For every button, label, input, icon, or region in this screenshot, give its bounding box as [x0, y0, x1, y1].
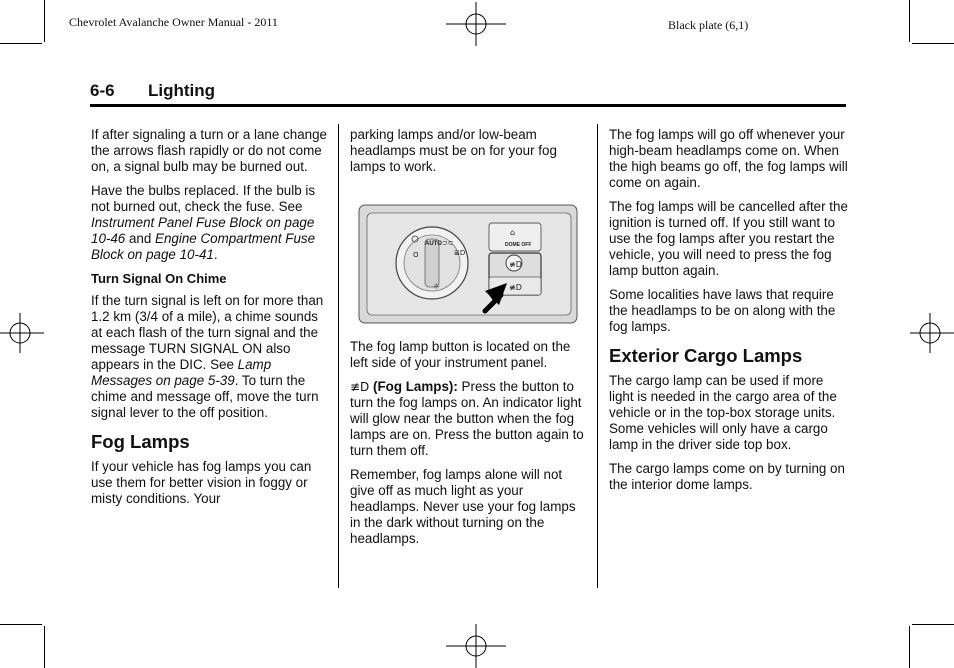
column-2-lower	[350, 339, 586, 555]
subheading: Turn Signal On Chime	[91, 271, 227, 286]
cross-reference: Instrument Panel Fuse Block on page 10-46	[91, 215, 315, 246]
column-2	[350, 127, 586, 183]
column-3	[609, 127, 849, 501]
text: .	[213, 247, 218, 262]
registration-mark	[910, 313, 954, 353]
parking-lamp-icon: ⊃⊂	[442, 239, 454, 247]
off-icon: O	[413, 251, 419, 259]
crop-mark	[909, 626, 910, 668]
paragraph: The cargo lamp can be used if more light is needed in the cargo area of the vehicle or in the top-box storage units. Some vehicles will only have a cargo lamp in the driver side top box.	[609, 373, 837, 452]
crop-mark	[44, 0, 45, 42]
control-label: (Fog Lamps):	[373, 379, 458, 394]
crop-mark	[909, 0, 910, 42]
text: If the turn signal is left on for more than 1.2 km (3/4 of a mile), a chime sounds at each flash of the turn signal and the message TURN SIGNAL ON also appears in the DIC. See	[91, 293, 324, 372]
registration-mark	[446, 624, 506, 668]
paragraph: If after signaling a turn or a lane change the arrows flash rapidly or do not come on, a signal bulb may be burned out.	[91, 127, 327, 174]
plate-label: Black plate (6,1)	[668, 18, 749, 32]
interior-light-icon: ☼	[433, 282, 441, 291]
dome-off-label: DOME OFF	[505, 242, 532, 248]
fog-lamp-symbol-icon: ≢D	[350, 380, 370, 394]
auto-label: AUTO	[425, 241, 442, 247]
crop-mark	[44, 626, 45, 668]
text: Have the bulbs replaced. If the bulb is not burned out, check the fuse. See	[91, 183, 316, 214]
paragraph: If your vehicle has fog lamps you can use them for better vision in foggy or misty conditions. Your	[91, 459, 312, 506]
cross-reference: Engine Compartment Fuse Block on page 10-41	[91, 231, 316, 262]
column-divider	[338, 124, 339, 588]
crop-mark	[912, 624, 954, 625]
crop-mark	[912, 43, 954, 44]
headlamp-switch-figure	[357, 199, 579, 325]
paragraph	[91, 293, 327, 421]
paragraph: The cargo lamps come on by turning on the interior dome lamps.	[609, 461, 845, 492]
paragraph: Remember, fog lamps alone will not give off as much light as your headlamps. Never use your fog lamps in the dark without turning on the headlamps.	[350, 467, 576, 546]
paragraph	[91, 183, 327, 263]
fog-lamp-icon: ≢D	[509, 260, 522, 269]
fog-indicator-icon: ≢D	[509, 283, 522, 292]
dome-light-icon: ⌂	[510, 228, 516, 237]
text: Press the button to turn the fog lamps on. An indicator light will glow near the button when the fog lamps are on. Press the button again to turn them off.	[350, 379, 584, 458]
crop-mark	[0, 43, 42, 44]
paragraph: Some localities have laws that require the headlamps to be on along with the fog lamps.	[609, 287, 836, 334]
paragraph	[350, 379, 586, 459]
registration-mark	[0, 313, 44, 353]
registration-mark	[446, 2, 506, 46]
section-heading: Exterior Cargo Lamps	[609, 345, 803, 366]
section-title: Lighting	[148, 81, 216, 100]
section-heading: Fog Lamps	[91, 431, 190, 452]
crop-mark	[0, 624, 42, 625]
cross-reference: Lamp Messages on page 5-39	[91, 357, 272, 388]
text: and	[125, 231, 156, 246]
column-1	[91, 127, 327, 515]
headlamp-icon: ≣D	[454, 249, 466, 257]
paragraph: parking lamps and/or low-beam headlamps must be on for your fog lamps to work.	[350, 127, 557, 174]
paragraph: The fog lamp button is located on the left side of your instrument panel.	[350, 339, 571, 370]
manual-title: Chevrolet Avalanche Owner Manual - 2011	[69, 15, 278, 29]
paragraph: The fog lamps will be cancelled after the ignition is turned off. If you still want to use the fog lamps after you restart the vehicle, you will need to press the fog lamp button again.	[609, 199, 848, 278]
text: . To turn the chime and message off, move the turn signal lever to the off position.	[91, 373, 319, 420]
section-header	[90, 80, 846, 107]
column-divider	[597, 124, 598, 588]
paragraph: The fog lamps will go off whenever your high-beam headlamps come on. When the high beams go off, the fog lamps will come on again.	[609, 127, 848, 190]
section-number: 6-6	[90, 81, 115, 100]
